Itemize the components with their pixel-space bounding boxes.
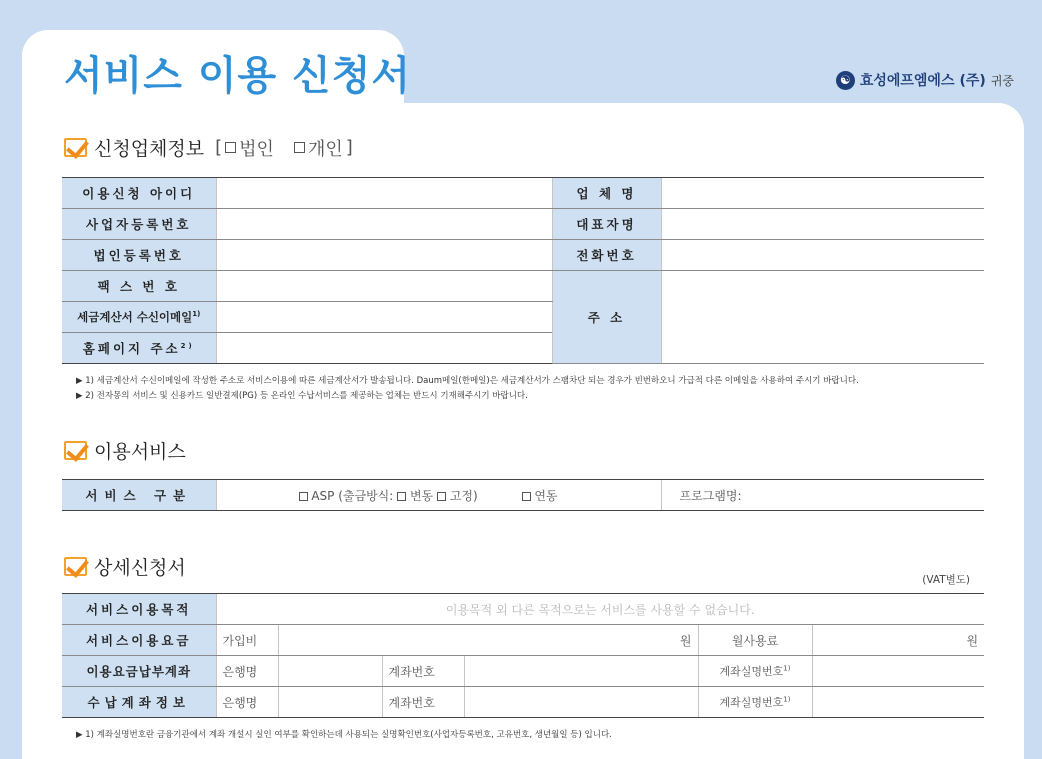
purpose-field[interactable]: 이용목적 외 다른 목적으로는 서비스를 사용할 수 없습니다. — [216, 594, 984, 625]
account-no-label: 계좌번호 — [382, 656, 464, 687]
linked-label: 연동 — [534, 488, 558, 503]
section-details — [64, 553, 186, 580]
tax-email-field[interactable] — [216, 302, 552, 333]
biz-reg-no-field[interactable] — [216, 209, 552, 240]
label-ceo-name: 대표자명 — [552, 209, 661, 240]
service-type-cell — [216, 480, 661, 511]
label-purpose: 서비스이용목적 — [62, 594, 216, 625]
section-title: 상세신청서 — [94, 557, 186, 579]
brand-name: 효성에프엠에스 — [859, 73, 955, 89]
corp-label: 법인 — [239, 138, 274, 160]
label-tax-email — [62, 302, 216, 333]
bank-name-field[interactable] — [278, 687, 382, 718]
linked-checkbox[interactable] — [522, 492, 531, 501]
detail-notes — [76, 728, 612, 743]
bank-name-label: 은행명 — [216, 687, 278, 718]
fax-no-field[interactable] — [216, 271, 552, 302]
section-title: 이용서비스 — [94, 441, 186, 463]
table-row — [62, 178, 984, 209]
homepage-field[interactable] — [216, 333, 552, 364]
note-line: ▶ 2) 전자몽의 서비스 및 신용카드 일반결제(PG) 등 온라인 수납서비스를 제공하는 업체는 반드시 기재해주시기 바랍니다. — [76, 391, 528, 401]
signup-fee-field[interactable] — [278, 625, 698, 656]
account-holder-label-text: 계좌실명번호 — [719, 665, 784, 678]
label-payment-account: 이용요금납부계좌 — [62, 656, 216, 687]
section-applicant-info — [64, 134, 353, 161]
table-row — [62, 240, 984, 271]
checkmark-icon — [64, 441, 87, 460]
program-name-cell[interactable] — [661, 480, 984, 511]
bracket-open: [ — [215, 137, 223, 158]
brand-suffix: 귀중 — [990, 73, 1014, 88]
monthly-fee-label: 월사용료 — [698, 625, 812, 656]
table-row — [62, 625, 984, 656]
account-holder-footnote-mark: 1) — [783, 664, 791, 673]
homepage-label-text: 홈페이지 주소 — [82, 341, 181, 356]
company-name-field[interactable] — [661, 178, 984, 209]
label-address: 주 소 — [552, 271, 661, 364]
signup-fee-label: 가입비 — [216, 625, 278, 656]
applicant-type-options — [215, 135, 353, 161]
won-unit: 원 — [679, 633, 692, 648]
personal-checkbox[interactable] — [294, 142, 305, 153]
checkmark-icon — [64, 138, 87, 157]
account-holder-field[interactable] — [812, 656, 984, 687]
label-corp-reg-no: 법인등록번호 — [62, 240, 216, 271]
personal-label: 개인 — [307, 138, 343, 160]
account-holder-label-text: 계좌실명번호 — [719, 696, 784, 709]
table-row — [62, 271, 984, 302]
account-holder-footnote-mark: 1) — [783, 695, 791, 704]
phone-no-field[interactable] — [661, 240, 984, 271]
homepage-footnote-mark: 2) — [180, 341, 195, 350]
account-no-label: 계좌번호 — [382, 687, 464, 718]
asp-checkbox[interactable] — [299, 492, 308, 501]
table-row — [62, 687, 984, 718]
asp-label: ASP (출금방식: — [311, 488, 394, 503]
brand-corp: (주) — [959, 73, 986, 89]
label-fax-no: 팩 스 번 호 — [62, 271, 216, 302]
program-name-label: 프로그램명: — [679, 488, 742, 503]
service-table — [62, 479, 984, 511]
variable-checkbox[interactable] — [397, 492, 406, 501]
fixed-label: 고정) — [449, 488, 478, 503]
corp-reg-no-field[interactable] — [216, 240, 552, 271]
label-biz-reg-no: 사업자등록번호 — [62, 209, 216, 240]
account-no-field[interactable] — [464, 656, 698, 687]
label-collection-account: 수납계좌정보 — [62, 687, 216, 718]
applicant-notes — [76, 374, 859, 404]
label-company-name: 업 체 명 — [552, 178, 661, 209]
note-line: ▶ 1) 계좌실명번호란 금융기관에서 계좌 개설시 실인 여부를 확인하는데 사용되는 실명확인번호(사업자등록번호, 고유번호, 생년월일 등) 입니다. — [76, 730, 612, 740]
page-title: 서비스 이용 신청서 — [64, 53, 411, 99]
applicant-info-table — [62, 177, 984, 364]
detail-table — [62, 593, 984, 718]
table-row — [62, 209, 984, 240]
bank-name-field[interactable] — [278, 656, 382, 687]
section-title: 신청업체정보 — [94, 138, 205, 160]
note-line: ▶ 1) 세금계산서 수신이메일에 작성한 주소로 서비스이용에 따른 세금계산서가 발송됩니다. Daum메일(한메일)은 세금계산서가 스팸차단 되는 경우가 빈번하오니 가급적 다른 이메일을 사용하여 주시기 바랍니다. — [76, 376, 859, 386]
won-unit: 원 — [966, 633, 979, 648]
fixed-checkbox[interactable] — [437, 492, 446, 501]
account-holder-label — [698, 656, 812, 687]
tax-email-footnote-mark: 1) — [192, 310, 201, 319]
user-id-field[interactable] — [216, 178, 552, 209]
label-user-id: 이용신청 아이디 — [62, 178, 216, 209]
account-holder-field[interactable] — [812, 687, 984, 718]
table-row — [62, 656, 984, 687]
variable-label: 변동 — [409, 488, 434, 503]
label-phone-no: 전화번호 — [552, 240, 661, 271]
label-service-type: 서비스 구분 — [62, 480, 216, 511]
brand-block — [836, 70, 1014, 90]
label-fee: 서비스이용요금 — [62, 625, 216, 656]
table-row — [62, 594, 984, 625]
table-row — [62, 480, 984, 511]
checkmark-icon — [64, 557, 87, 576]
account-holder-label — [698, 687, 812, 718]
address-field[interactable] — [661, 271, 984, 364]
bank-name-label: 은행명 — [216, 656, 278, 687]
monthly-fee-field[interactable] — [812, 625, 984, 656]
tax-email-label-text: 세금계산서 수신이메일 — [77, 310, 193, 324]
vat-note: (VAT별도) — [922, 574, 970, 586]
bracket-close: ] — [345, 137, 353, 158]
hyosung-logo-icon: ☯ — [836, 71, 855, 90]
label-homepage — [62, 333, 216, 364]
corp-checkbox[interactable] — [225, 142, 236, 153]
section-services — [64, 437, 186, 464]
ceo-name-field[interactable] — [661, 209, 984, 240]
account-no-field[interactable] — [464, 687, 698, 718]
